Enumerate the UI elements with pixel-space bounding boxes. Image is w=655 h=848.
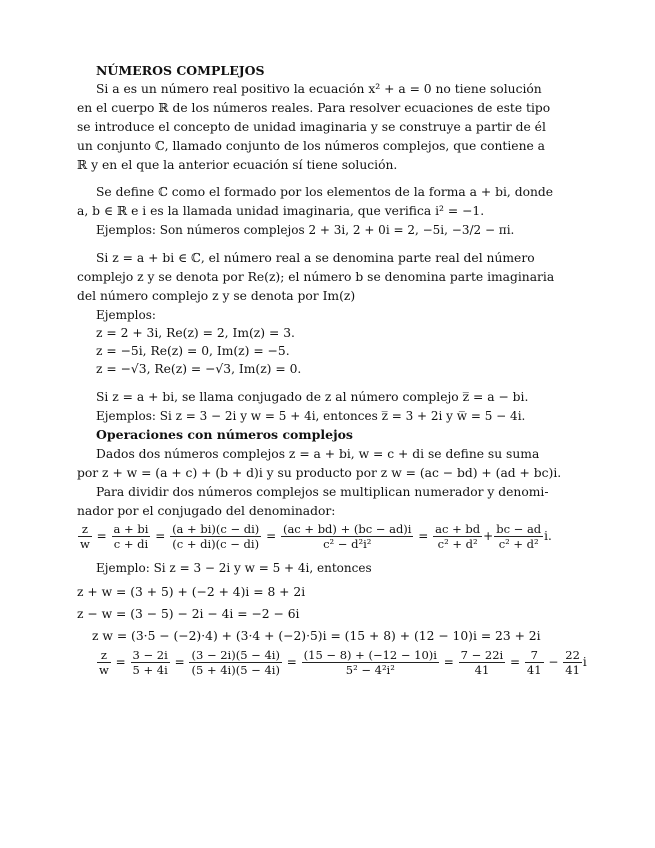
- definition-line: a, b ∈ ℝ e i es la llamada unidad imaginaria, que verifica i² = −1.: [77, 204, 485, 218]
- calc-row: z + w = (3 + 5) + (−2 + 4)i = 8 + 2i: [77, 585, 306, 599]
- example-row: z = 2 + 3i, Re(z) = 2, Im(z) = 3.: [96, 326, 295, 340]
- operations-line: Dados dos números complejos z = a + bi, w = c + di se define su suma: [96, 447, 540, 461]
- examples-line: Ejemplos: Si z = 3 − 2i y w = 5 + 4i, entonces z̅ = 3 + 2i y w̅ = 5 − 4i.: [96, 409, 526, 423]
- operations-line: por z + w = (a + c) + (b + d)i y su producto por z w = (ac − bd) + (ad + bc)i.: [77, 466, 562, 480]
- fraction: $\frac{22}{41}$: [565, 648, 580, 677]
- fraction: $\frac{(15 - 8) + (-12 - 10)i}{\text{5² − 4²i²}}$: [303, 648, 437, 677]
- parts-line: Si z = a + bi ∈ ℂ, el número real a se denomina parte real del número: [96, 251, 535, 265]
- intro-line: se introduce el concepto de unidad imaginaria y se construye a partir de él: [77, 120, 546, 134]
- page-title: NÚMEROS COMPLEJOS: [96, 63, 265, 78]
- fraction: $\frac{(ac + bd) + (bc - ad)i}{\text{c² − d²i²}}$: [282, 522, 412, 551]
- fraction: $\frac{(a + bi)(c - di)}{(c + di)(c - di)}$: [172, 522, 260, 551]
- example-line: Ejemplo: Si z = 3 − 2i y w = 5 + 4i, entonces: [96, 561, 372, 575]
- parts-line: del número complejo z y se denota por Im(z): [77, 289, 356, 303]
- example-row: z = −√3, Re(z) = −√3, Im(z) = 0.: [96, 362, 302, 376]
- intro-line: un conjunto ℂ, llamado conjunto de los números complejos, que contiene a: [77, 139, 546, 153]
- fraction: $\frac{a + bi}{c + di}$: [113, 522, 149, 551]
- fraction: $\frac{(3 - 2i)(5 - 4i)}{(5 + 4i)(5 - 4i)}$: [191, 648, 280, 677]
- intro-line: en el cuerpo ℝ de los números reales. Para resolver ecuaciones de este tipo: [77, 101, 551, 115]
- calc-row: z w = (3·5 − (−2)·4) + (3·4 + (−2)·5)i = (15 + 8) + (12 − 10)i = 23 + 2i: [92, 629, 541, 643]
- intro-line: ℝ y en el que la anterior ecuación sí tiene solución.: [77, 158, 398, 172]
- fraction: $\frac{7 - 22i}{41}$: [460, 648, 504, 677]
- fraction: $\frac{3 - 2i}{5 + 4i}$: [132, 648, 168, 677]
- section-title: Operaciones con números complejos: [96, 427, 353, 442]
- parts-line: complejo z y se denota por Re(z); el número b se denomina parte imaginaria: [77, 270, 555, 284]
- fraction: $\frac{z}{w}$: [99, 648, 109, 677]
- examples-label: Ejemplos:: [96, 308, 156, 322]
- calc-row: z − w = (3 − 5) − 2i − 4i = −2 − 6i: [77, 607, 300, 621]
- fraction: $\frac{ac + bd}{\text{c² + d²}}$: [435, 522, 481, 551]
- division-example-formula: $\frac{z}{w}$ = $\frac{3 - 2i}{5 + 4i}$ = $\frac{(3 - 2i)(5 - 4i)}{(5 + 4i)(5 - 4i)}$ = $\frac{(15 - 8) + (-12 - 10)i}{\text{5² − 4²i²}}$ = $\frac{7 - 22i}{41}$ = $\frac{7}{41}$ − $\frac{22}{41}$ i: [99, 648, 587, 677]
- example-row: z = −5i, Re(z) = 0, Im(z) = −5.: [96, 344, 290, 358]
- division-formula: $\frac{z}{w}$ = $\frac{a + bi}{c + di}$ = $\frac{(a + bi)(c - di)}{(c + di)(c - di)}$ = $\frac{(ac + bd) + (bc - ad)i}{\text{c² − d²i²}}$ = $\frac{ac + bd}{\text{c² + d²}}$ + $\frac{bc - ad}{\text{c² + d²}}$ i.: [80, 522, 552, 551]
- definition-line: Se define ℂ como el formado por los elementos de la forma a + bi, donde: [96, 185, 554, 199]
- division-line: Para dividir dos números complejos se multiplican numerador y denomi-: [96, 485, 549, 499]
- fraction: $\frac{z}{w}$: [80, 522, 90, 551]
- intro-line: Si a es un número real positivo la ecuación x² + a = 0 no tiene solución: [96, 82, 542, 96]
- conjugate-line: Si z = a + bi, se llama conjugado de z al número complejo z̅ = a − bi.: [96, 390, 529, 404]
- fraction: $\frac{bc - ad}{\text{c² + d²}}$: [496, 522, 542, 551]
- examples-line: Ejemplos: Son números complejos 2 + 3i, 2 + 0i = 2, −5i, −3/2 − πi.: [96, 223, 515, 237]
- fraction: $\frac{7}{41}$: [526, 648, 542, 677]
- division-line: nador por el conjugado del denominador:: [77, 504, 336, 518]
